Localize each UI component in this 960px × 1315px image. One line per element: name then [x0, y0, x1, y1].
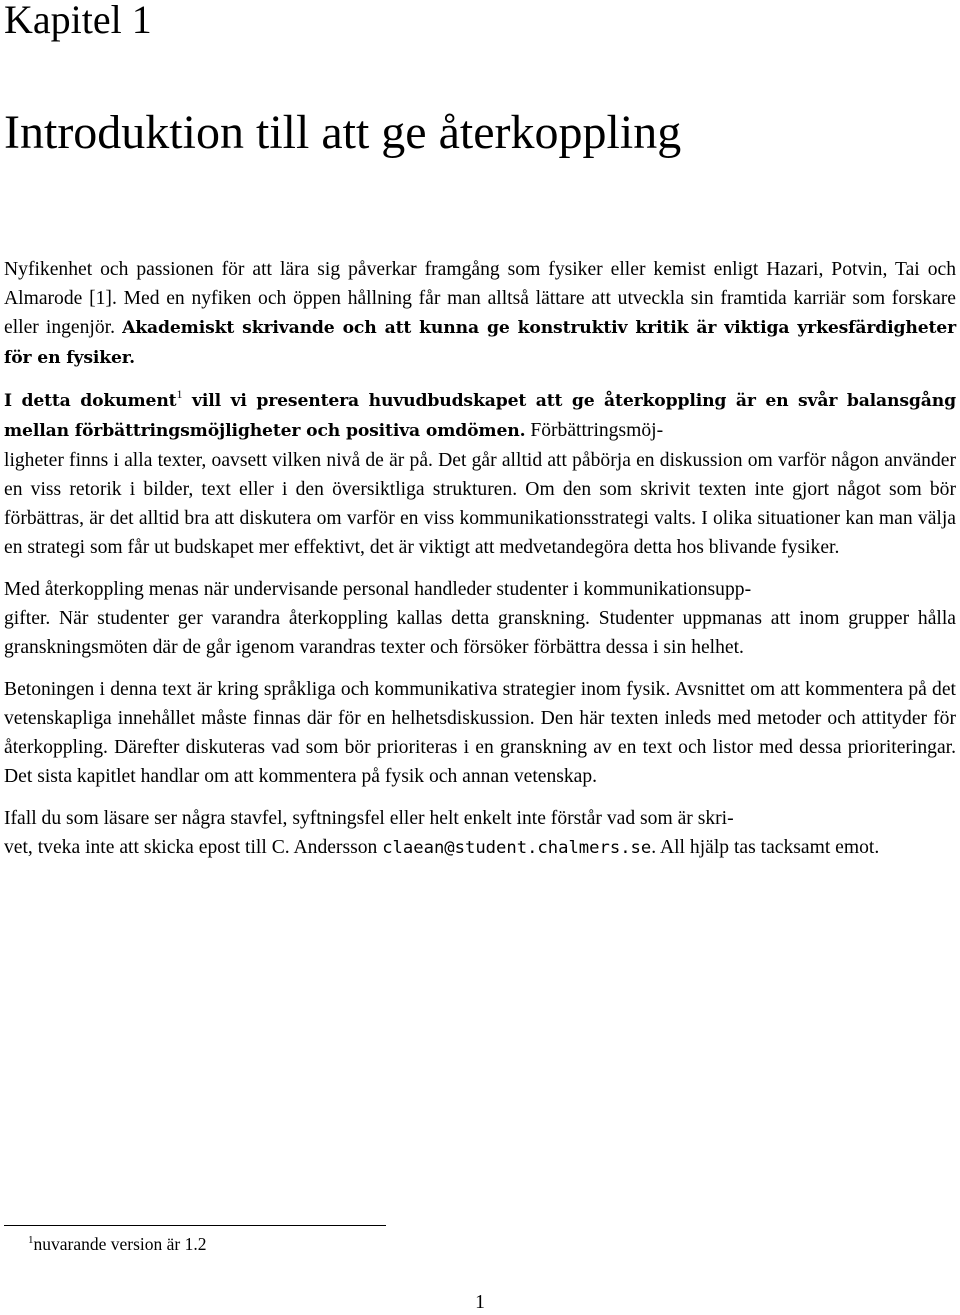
paragraph-2-text-b: ligheter finns i alla texter, oavsett vilken nivå de är på. Det går alltid att påbörja en diskussion om varför någon använder en viss retorik i bilder, text eller i den översiktliga strukturen. Om den som skrivit texten inte gjort något som bör förbättras, är det alltid bra att diskutera om varför en viss kommunikationsstrategi valts. I olika situationer kan man välja en strategi som får ut budskapet mer effektivt, det är viktigt att medvetandegöra detta hos blivande fysiker. [4, 450, 956, 558]
paragraph-2-text-a: Förbättringsmöj- [525, 420, 664, 441]
citation-link[interactable]: [1] [89, 288, 112, 309]
paragraph-1-bold: Akademiskt skrivande och att kunna ge konstruktiv kritik är viktiga yrkesfärdigheter för en fysiker. [4, 318, 956, 368]
paragraph-3-text-b: gifter. När studenter ger varandra återkoppling kallas detta granskning. Studenter uppmanas att inom grupper hålla granskningsmöten där de går igenom varandras texter och försöker förbättra dessa i sin helhet. [4, 608, 956, 658]
body-text [4, 255, 956, 876]
paragraph-3-text-a: Med återkoppling menas när undervisande personal handleder studenter i kommunikationsupp- [4, 579, 752, 600]
paragraph-2-bold-a: I detta dokument [4, 391, 177, 411]
paragraph-5-text-a: Ifall du som läsare ser några stavfel, syftningsfel eller helt enkelt inte förstår vad som är skri- [4, 808, 734, 829]
paragraph-5-text-c: . All hjälp tas tacksamt emot. [651, 837, 880, 858]
paragraph-1 [4, 255, 956, 373]
paragraph-3 [4, 575, 956, 662]
paragraph-5-text-b: vet, tveka inte att skicka epost till C. Andersson [4, 837, 383, 858]
footnote-rule [4, 1225, 386, 1226]
paragraph-2-bold-b: vill vi presentera huvudbudskapet att ge återkoppling är en svår balansgång mellan förbättringsmöjligheter och positiva omdömen. [4, 391, 956, 441]
paragraph-1-text-a: Nyfikenhet och passionen för att lära sig påverkar framgång som fysiker eller kemist enligt Hazari, Potvin, Tai och Almarode [4, 259, 956, 309]
footnote-text: nuvarande version är 1.2 [33, 1234, 207, 1254]
page-number: 1 [475, 1292, 485, 1313]
chapter-title: Introduktion till att ge återkoppling [4, 106, 682, 159]
footnote [28, 1232, 207, 1256]
paragraph-4 [4, 675, 956, 791]
paragraph-1-text-b: . Med en nyfiken och öppen hållning får man alltså lättare att utveckla sin framtida karriär som forskare eller ingenjör. [4, 288, 956, 338]
paragraph-4-text: Betoningen i denna text är kring språkliga och kommunikativa strategier inom fysik. Avsnittet om att kommentera på det vetenskapliga innehållet måste finnas där för en helhetsdiskussion. Den här texten inleds med metoder och attityder för återkoppling. Därefter diskuteras vad som bör prioriteras i en granskning av en text och listor med dessa prioriteringar. Det sista kapitlet handlar om att kommentera på fysik och annan vetenskap. [4, 679, 956, 787]
paragraph-5 [4, 804, 956, 863]
footnote-mark-link[interactable]: 1 [176, 387, 183, 401]
email-address[interactable]: claean@student.chalmers.se [382, 838, 652, 858]
footnote-number: 1 [28, 1234, 34, 1246]
paragraph-2 [4, 386, 956, 562]
chapter-label: Kapitel 1 [4, 0, 152, 42]
